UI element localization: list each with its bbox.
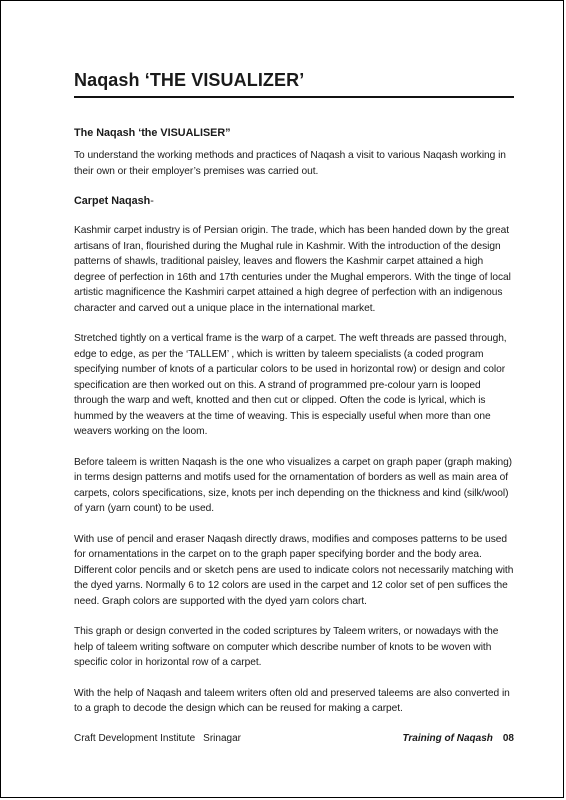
intro-paragraph: To understand the working methods and practices of Naqash a visit to various Naqash working in their own or their employer’s premises was carried out. <box>74 150 506 177</box>
body-paragraph-weaving: Stretched tightly on a vertical frame is the warp of a carpet. The weft threads are passed through, edge to edge, as per the ‘TALLEM’ , which is written by taleem specialists (a coded program specifying number of knots of a particular colors to be used in horizontal row) or design and color specification are then worked out on this. A strand of programmed pre-colour yarn is looped through the warp and weft, knotted and then cut or clipped. Often the code is lyrical, which is hummed by the weavers at the time of weaving. This is especially useful when more than one weavers working on the loom. <box>74 333 507 437</box>
footer-left <box>74 732 241 746</box>
body-paragraph-decoding: With the help of Naqash and taleem writers often old and preserved taleems are also converted in to a graph to decode the design which can be reused for making a carpet. <box>74 687 510 714</box>
footer-city: Srinagar <box>203 733 241 744</box>
section-subheading: The Naqash ‘the VISUALISER” <box>74 127 231 139</box>
page-title: Naqash ‘THE VISUALIZER’ <box>74 70 305 90</box>
carpet-naqash-heading <box>74 194 514 208</box>
footer-institute: Craft Development Institute <box>74 733 196 744</box>
title-underline <box>74 96 514 98</box>
body-paragraph-taleem-conversion: This graph or design converted in the coded scriptures by Taleem writers, or nowadays with the help of taleem writing software on computer which describe number of knots to be woven with specific color in horizontal row of a carpet. <box>74 626 499 668</box>
footer-right <box>402 732 514 746</box>
document-page <box>74 68 514 717</box>
carpet-naqash-heading-suffix: - <box>150 195 154 207</box>
body-paragraph-graph-making: Before taleem is written Naqash is the one who visualizes a carpet on graph paper (graph making) in terms design patterns and motifs used for the ornamentation of borders as well as main area of carpets, colors specifications, size, knots per inch depending on the thickness and kind (silk/wool) of yarn (yarn count) to be used. <box>74 456 513 514</box>
page-footer <box>74 732 514 748</box>
footer-publication: Training of Naqash <box>402 733 493 744</box>
body-paragraph-drawing: With use of pencil and eraser Naqash directly draws, modifies and composes patterns to be used for ornamentations in the carpet on to the graph paper specifying border and the body area. Different color pencils and or sketch pens are used to indicate colors not necessarily matching with the dyed yarns. Normally 6 to 12 colors are used in the carpet and 12 color set of pen suffices the need. Graph colors are supported with the dyed yarn colors chart. <box>74 533 514 607</box>
page-number: 08 <box>502 733 514 744</box>
body-paragraph-history: Kashmir carpet industry is of Persian origin. The trade, which has been handed down by the great artisans of Iran, flourished during the Mughal rule in Kashmir. With the introduction of the design patterns of shawls, traditional paisley, leaves and flowers the Kashmir carpet attained a high degree of perfection in 16th and 17th centuries under the Mughal emperors. With the tinge of local artistic magnificence the Kashmiri carpet attained a high degree of perfection with an indigenous character and carved out a unique place in the international market. <box>74 225 511 314</box>
carpet-naqash-heading-text: Carpet Naqash <box>74 195 151 207</box>
